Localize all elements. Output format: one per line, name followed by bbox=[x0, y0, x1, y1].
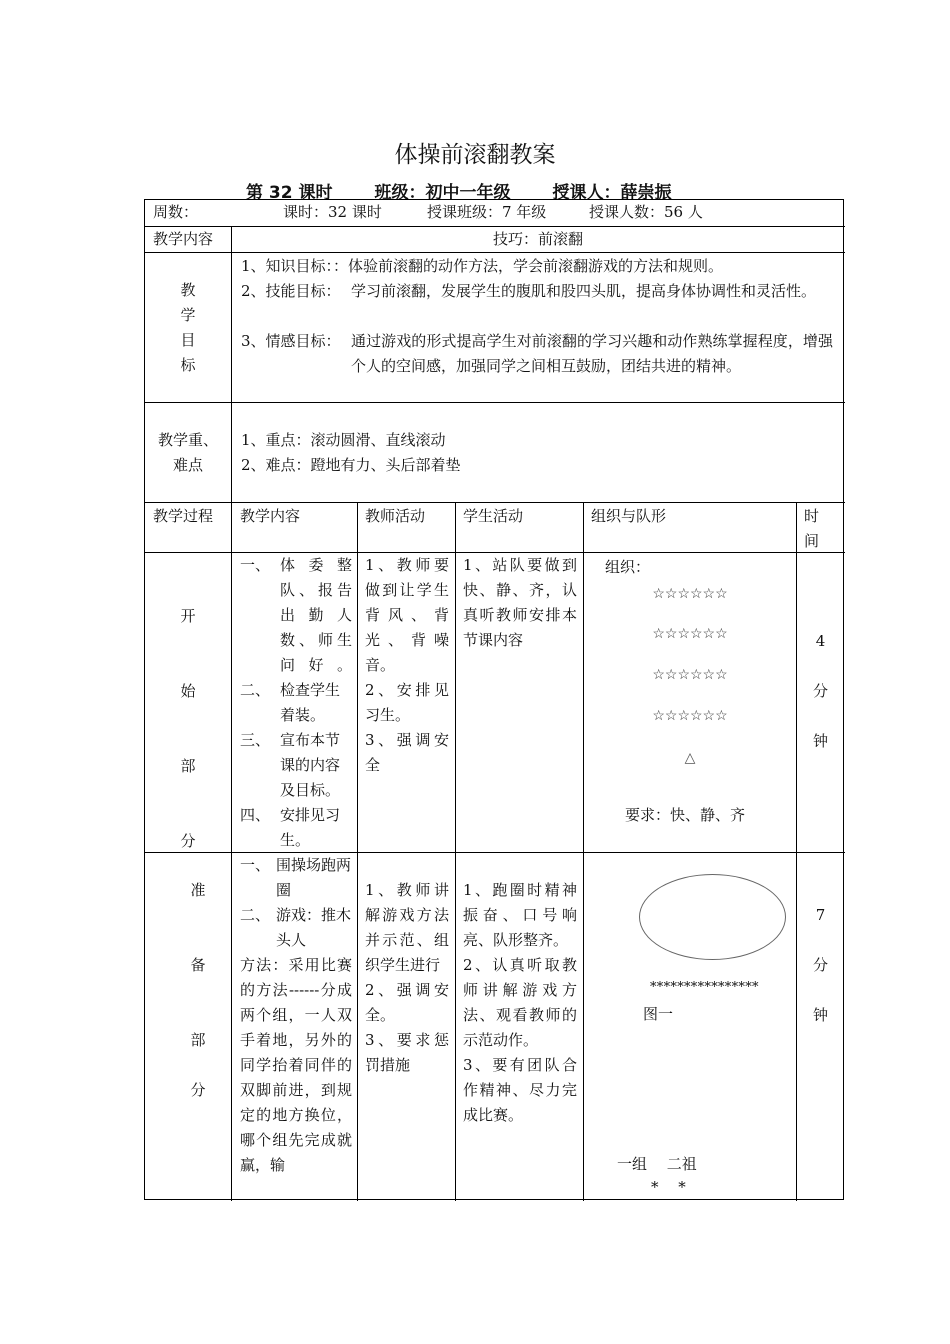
goal-head: 1、知识目标： bbox=[241, 257, 334, 275]
student-count: 授课人数：56 人 bbox=[589, 203, 703, 221]
list-item: 1、站队要做到快、静、齐，认真听教师安排本节课内容 bbox=[463, 556, 577, 649]
prep-student bbox=[463, 878, 577, 1128]
prep-label-char: 部 bbox=[190, 1031, 206, 1049]
header-teacher: 教师活动 bbox=[365, 507, 426, 525]
prep-label-char: 分 bbox=[190, 1081, 206, 1099]
header-time: 时间 bbox=[804, 507, 820, 550]
prep-content bbox=[240, 853, 352, 1178]
goal-text: 通过游戏的形式提高学生对前滚翻的学习兴趣和动作熟练掌握程度，增强个人的空间感，加强同学之间相互鼓励，团结共进的精神。 bbox=[351, 332, 833, 375]
list-item: 一、 围操场跑两圈 bbox=[240, 856, 352, 899]
prep-label-char: 准 bbox=[190, 881, 206, 899]
goal-text: 学习前滚翻，发展学生的腹肌和股四头肌，提高身体协调性和灵活性。 bbox=[351, 282, 817, 300]
goal-head: 2、技能目标： bbox=[241, 282, 341, 300]
goal-head: 3、情感目标： bbox=[241, 332, 341, 350]
prep-time-unit: 钟 bbox=[812, 1006, 828, 1024]
start-label-char: 部 bbox=[180, 757, 196, 775]
track-oval bbox=[639, 874, 786, 960]
class-name: 班级：初中一年级 bbox=[374, 183, 511, 203]
start-time-unit: 钟 bbox=[812, 732, 828, 750]
group-labels: 一组 二祖 bbox=[617, 1155, 697, 1173]
list-item: 2、安排见习生。 bbox=[365, 681, 449, 724]
group-marks: * * bbox=[651, 1178, 686, 1196]
list-item: 3、要求惩罚措施 bbox=[365, 1031, 449, 1074]
header-process: 教学过程 bbox=[153, 507, 214, 525]
header-org: 组织与队形 bbox=[591, 507, 667, 525]
teaching-grade: 授课班级：7 年级 bbox=[427, 203, 547, 221]
start-label-char: 始 bbox=[180, 682, 196, 700]
list-item: 四、 安排见习生。 bbox=[240, 806, 341, 849]
prep-teacher bbox=[365, 878, 449, 1078]
list-item: 三、 宣布本节课的内容及目标。 bbox=[240, 731, 341, 799]
start-requirement: 要求：快、静、齐 bbox=[625, 806, 746, 824]
star-row: ☆☆☆☆☆☆ bbox=[652, 626, 728, 642]
list-item: 2、强调安全。 bbox=[365, 981, 449, 1024]
goal-item bbox=[241, 329, 841, 379]
start-student bbox=[463, 553, 577, 653]
start-teacher bbox=[365, 553, 449, 778]
content-value: 技巧：前滚翻 bbox=[492, 230, 583, 248]
goal-item bbox=[241, 279, 841, 304]
keypoints-label: 教学重、 难点 bbox=[157, 431, 218, 474]
goal-item bbox=[241, 254, 841, 279]
lesson-number: 第 32 课时 bbox=[246, 183, 333, 203]
start-time-unit: 分 bbox=[812, 682, 828, 700]
prep-label-char: 备 bbox=[190, 956, 206, 974]
difficult-point: 2、难点：蹬地有力、头后部着垫 bbox=[241, 456, 461, 474]
figure-label: 图一 bbox=[643, 1005, 674, 1023]
org-label: 组织： bbox=[605, 558, 651, 576]
lesson-hours: 课时：32 课时 bbox=[283, 203, 382, 221]
list-item: 1、跑圈时精神振奋、口号响亮、队形整齐。 bbox=[463, 881, 577, 949]
list-item: 1、教师要做到让学生背风、背光、背噪音。 bbox=[365, 556, 449, 674]
star-row: ☆☆☆☆☆☆ bbox=[652, 667, 728, 683]
start-label-char: 开 bbox=[180, 607, 196, 625]
list-item: 3、要有团队合作精神、尽力完成比赛。 bbox=[463, 1056, 577, 1124]
header-student: 学生活动 bbox=[463, 507, 524, 525]
game-method: 方法：采用比赛的方法------分成两个组，一人双手着地，另外的同学抬着同伴的双脚前进，到规定的地方换位，哪个组先完成就赢，输 bbox=[240, 956, 352, 1174]
start-label-char: 分 bbox=[180, 832, 196, 850]
list-item: 1、教师讲解游戏方法并示范、组织学生进行 bbox=[365, 881, 449, 974]
list-item: 一、 体委整队、报告出勤人数、师生问好。 bbox=[240, 556, 352, 674]
document-title: 体操前滚翻教案 bbox=[394, 142, 556, 168]
start-time: 4 bbox=[815, 632, 826, 650]
prep-time-unit: 分 bbox=[812, 956, 828, 974]
week-label: 周数： bbox=[153, 203, 199, 221]
prep-time: 7 bbox=[815, 906, 826, 924]
key-point: 1、重点：滚动圆滑、直线滚动 bbox=[241, 431, 446, 449]
teacher-name: 授课人：薛崇振 bbox=[552, 183, 672, 203]
content-label: 教学内容 bbox=[153, 230, 214, 248]
goals-label: 教 学 目 标 bbox=[180, 281, 196, 374]
list-item: 2、认真听取教师讲解游戏方法、观看教师的示范动作。 bbox=[463, 956, 577, 1049]
header-content: 教学内容 bbox=[240, 507, 301, 525]
start-content bbox=[240, 553, 352, 853]
list-item: 二、 检查学生着装。 bbox=[240, 681, 341, 724]
teacher-triangle-icon: △ bbox=[684, 750, 696, 766]
star-row: ☆☆☆☆☆☆ bbox=[652, 708, 728, 724]
goal-text: ：体验前滚翻的动作方法，学会前滚翻游戏的方法和规则。 bbox=[333, 257, 724, 275]
lesson-plan-table bbox=[144, 199, 844, 1200]
formation-line: **************** bbox=[650, 980, 759, 995]
star-row: ☆☆☆☆☆☆ bbox=[652, 586, 728, 602]
list-item: 二、 游戏：推木头人 bbox=[240, 906, 352, 949]
list-item: 3、强调安全 bbox=[365, 731, 449, 774]
